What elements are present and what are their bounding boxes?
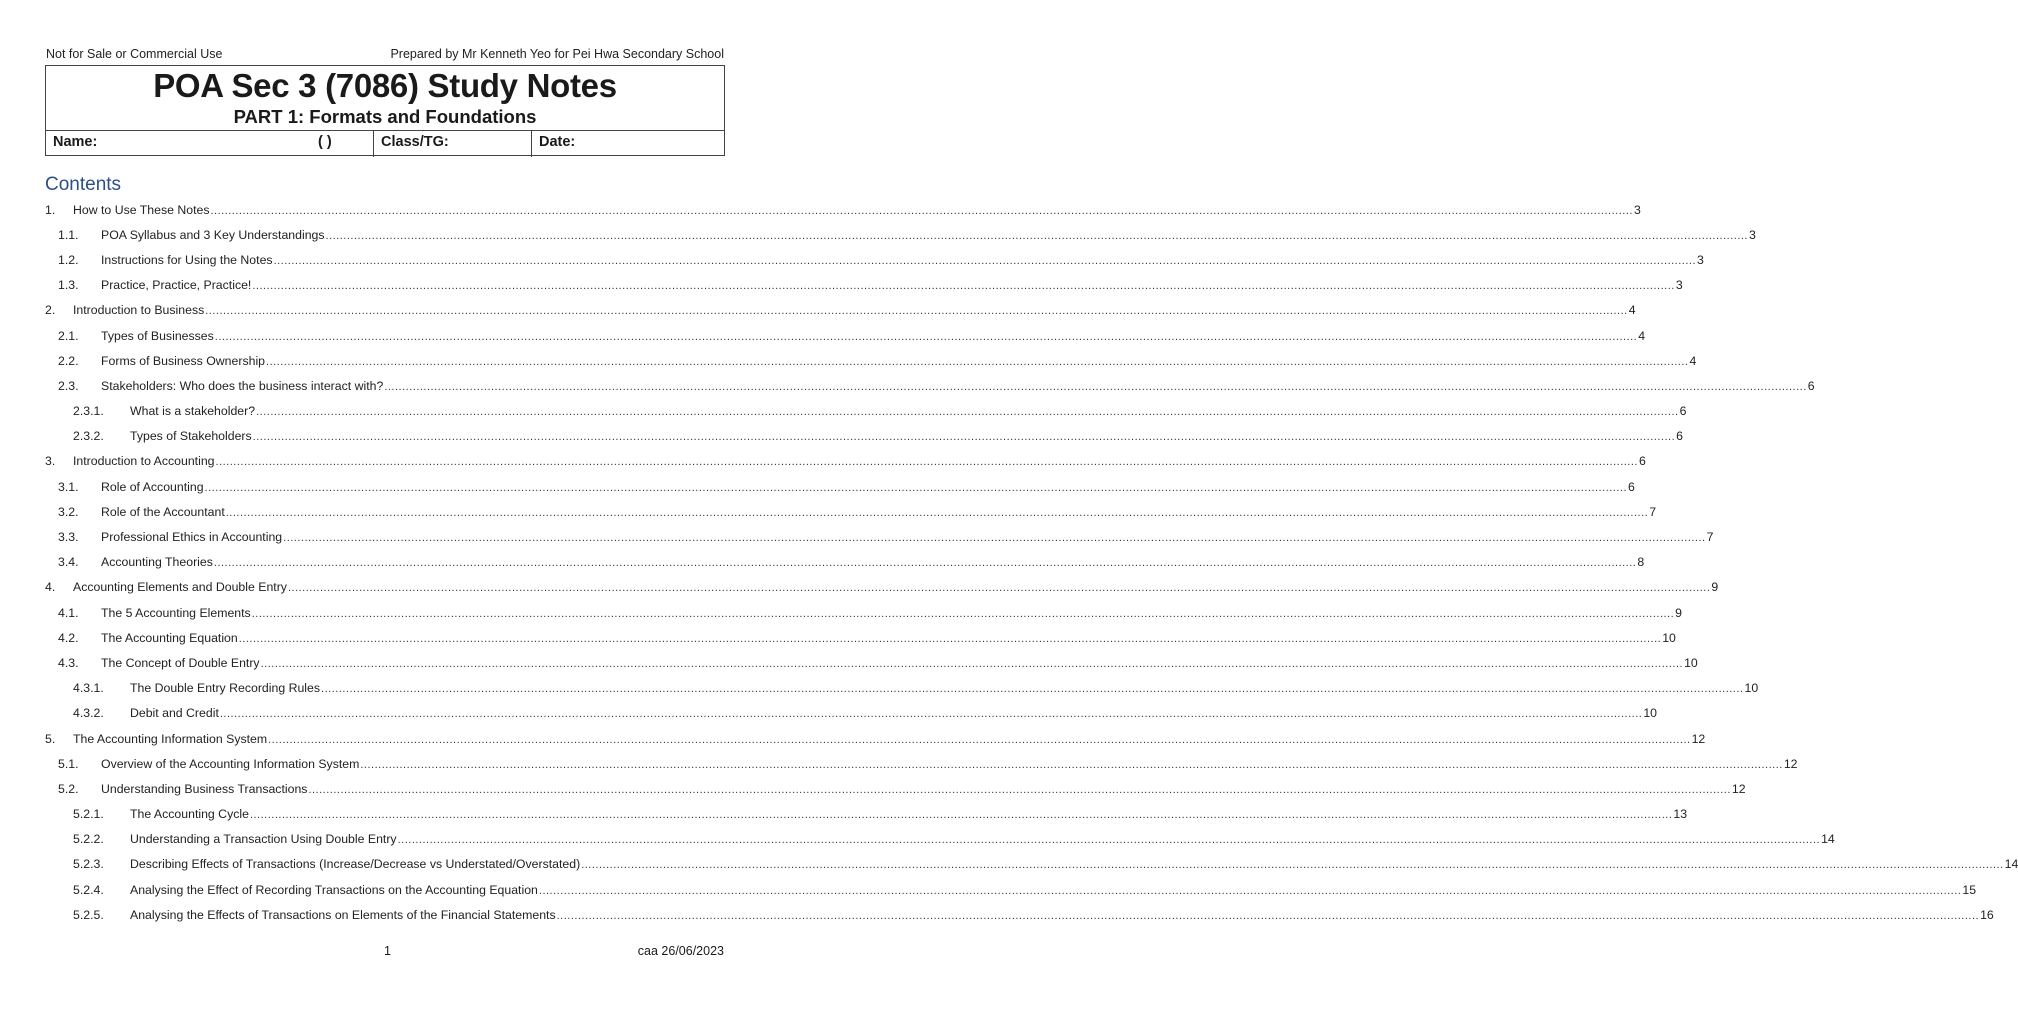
toc-entry-number: 1.: [45, 202, 56, 217]
toc-entry-number: 5.: [45, 731, 56, 746]
page-header: [46, 47, 724, 61]
toc-dot-leader: ................................................................................................................................................................................................................................................................................................................................................................................................................: [225, 506, 1649, 519]
toc-entry-title: Practice, Practice, Practice!: [101, 278, 252, 293]
toc-dot-leader: ................................................................................................................................................................................................................................................................................................................................................................................................................: [238, 632, 1662, 645]
toc-entry[interactable]: [45, 247, 1704, 272]
toc-entry-title: Stakeholders: Who does the business interact with?: [101, 378, 384, 393]
toc-entry-page: 6: [1807, 378, 1815, 393]
class-label: Class/TG:: [381, 134, 449, 150]
toc-entry-number: 5.2.: [58, 781, 79, 796]
toc-dot-leader: ................................................................................................................................................................................................................................................................................................................................................................................................................: [325, 229, 1748, 242]
toc-dot-leader: ................................................................................................................................................................................................................................................................................................................................................................................................................: [215, 456, 1638, 469]
name-cell: [46, 131, 374, 157]
toc-entry[interactable]: [45, 726, 1706, 751]
table-of-contents: [45, 197, 2018, 927]
toc-entry[interactable]: [45, 776, 1746, 801]
toc-entry-title: Describing Effects of Transactions (Increase/Decrease vs Understated/Overstated): [130, 857, 581, 872]
toc-entry-number: 3.3.: [58, 530, 79, 545]
toc-entry-title: The 5 Accounting Elements: [101, 605, 251, 620]
toc-dot-leader: ................................................................................................................................................................................................................................................................................................................................................................................................................: [397, 834, 1821, 847]
toc-dot-leader: ................................................................................................................................................................................................................................................................................................................................................................................................................: [384, 380, 1807, 393]
contents-heading: Contents: [45, 174, 122, 195]
header-left-text: Not for Sale or Commercial Use: [46, 47, 223, 61]
toc-entry-page: 4: [1689, 353, 1697, 368]
toc-entry-title: The Accounting Equation: [101, 630, 238, 645]
toc-entry-page: 4: [1638, 328, 1646, 343]
toc-entry-title: Forms of Business Ownership: [101, 353, 266, 368]
toc-entry-title: Introduction to Accounting: [73, 454, 215, 469]
toc-dot-leader: ................................................................................................................................................................................................................................................................................................................................................................................................................: [321, 683, 1744, 696]
toc-entry-title: Types of Stakeholders: [130, 429, 252, 444]
toc-entry-page: 3: [1633, 202, 1641, 217]
toc-entry[interactable]: [45, 625, 1676, 650]
toc-dot-leader: ................................................................................................................................................................................................................................................................................................................................................................................................................: [268, 733, 1691, 746]
toc-entry-title: The Concept of Double Entry: [101, 655, 260, 670]
toc-entry[interactable]: [45, 751, 1798, 776]
toc-entry[interactable]: [45, 550, 1645, 575]
toc-dot-leader: ................................................................................................................................................................................................................................................................................................................................................................................................................: [273, 254, 1697, 267]
toc-entry-title: Introduction to Business: [73, 303, 205, 318]
toc-entry-page: 6: [1679, 404, 1687, 419]
toc-dot-leader: ................................................................................................................................................................................................................................................................................................................................................................................................................: [251, 607, 1675, 620]
toc-entry-title: Understanding a Transaction Using Double Entry: [130, 832, 397, 847]
toc-dot-leader: ................................................................................................................................................................................................................................................................................................................................................................................................................: [204, 481, 1628, 494]
toc-entry-number: 5.1.: [58, 756, 79, 771]
toc-entry-number: 5.2.3.: [73, 857, 104, 872]
toc-dot-leader: ................................................................................................................................................................................................................................................................................................................................................................................................................: [249, 809, 1673, 822]
title-box: [45, 65, 725, 156]
class-cell: [374, 131, 532, 157]
toc-entry-title: What is a stakeholder?: [130, 404, 256, 419]
toc-entry[interactable]: [45, 524, 1714, 549]
toc-entry-page: 6: [1676, 429, 1683, 444]
toc-entry-title: Professional Ethics in Accounting: [101, 530, 283, 545]
toc-entry[interactable]: [45, 827, 1835, 852]
toc-entry[interactable]: [45, 323, 1646, 348]
toc-dot-leader: ................................................................................................................................................................................................................................................................................................................................................................................................................: [360, 758, 1783, 771]
toc-entry[interactable]: [45, 701, 1658, 726]
toc-dot-leader: ................................................................................................................................................................................................................................................................................................................................................................................................................: [283, 532, 1706, 545]
toc-entry-title: Analysing the Effects of Transactions on Elements of the Financial Statements: [130, 907, 556, 922]
toc-entry[interactable]: [45, 600, 1683, 625]
toc-entry-page: 10: [1643, 706, 1658, 721]
toc-entry-page: 13: [1673, 807, 1688, 822]
toc-entry-number: 4.3.: [58, 655, 79, 670]
toc-entry-number: 2.3.2.: [73, 429, 104, 444]
toc-entry-title: Accounting Elements and Double Entry: [73, 580, 287, 595]
toc-entry-number: 2.3.1.: [73, 404, 104, 419]
toc-entry-title: Types of Businesses: [101, 328, 214, 343]
toc-entry-page: 10: [1684, 655, 1698, 670]
toc-entry-page: 6: [1628, 479, 1635, 494]
toc-dot-leader: ................................................................................................................................................................................................................................................................................................................................................................................................................: [213, 557, 1637, 570]
toc-entry-title: Understanding Business Transactions: [101, 781, 308, 796]
toc-entry-number: 2.3.: [58, 378, 79, 393]
toc-entry-number: 5.2.1.: [73, 807, 104, 822]
toc-entry-title: Role of the Accountant: [101, 504, 225, 519]
date-label: Date:: [539, 134, 576, 150]
toc-entry-page: 9: [1711, 580, 1719, 595]
toc-entry-page: 12: [1691, 731, 1706, 746]
toc-entry-page: 3: [1749, 227, 1756, 242]
toc-entry[interactable]: [45, 676, 1759, 701]
toc-dot-leader: ................................................................................................................................................................................................................................................................................................................................................................................................................: [266, 355, 1689, 368]
toc-entry-title: Role of Accounting: [101, 479, 204, 494]
toc-entry[interactable]: [45, 902, 1994, 927]
toc-dot-leader: ................................................................................................................................................................................................................................................................................................................................................................................................................: [210, 204, 1633, 217]
toc-entry[interactable]: [45, 852, 2018, 877]
toc-dot-leader: ................................................................................................................................................................................................................................................................................................................................................................................................................: [219, 708, 1643, 721]
toc-dot-leader: ................................................................................................................................................................................................................................................................................................................................................................................................................: [556, 909, 1980, 922]
toc-entry-title: The Accounting Information System: [73, 731, 268, 746]
toc-entry-number: 4.2.: [58, 630, 79, 645]
toc-dot-leader: ................................................................................................................................................................................................................................................................................................................................................................................................................: [260, 657, 1684, 670]
toc-entry[interactable]: [45, 575, 1719, 600]
toc-entry-title: How to Use These Notes: [73, 202, 210, 217]
toc-dot-leader: ................................................................................................................................................................................................................................................................................................................................................................................................................: [205, 305, 1628, 318]
toc-entry[interactable]: [45, 273, 1683, 298]
toc-entry-number: 5.2.5.: [73, 907, 104, 922]
page-number: 1: [384, 944, 391, 958]
toc-entry-title: Overview of the Accounting Information System: [101, 756, 360, 771]
toc-entry-page: 3: [1697, 252, 1704, 267]
toc-entry[interactable]: [45, 197, 1641, 222]
header-right-text: Prepared by Mr Kenneth Yeo for Pei Hwa Secondary School: [390, 47, 724, 61]
toc-entry[interactable]: [45, 348, 1697, 373]
document-subtitle: PART 1: Formats and Foundations: [233, 106, 537, 127]
toc-entry-page: 10: [1662, 630, 1676, 645]
toc-entry-page: 9: [1675, 605, 1683, 620]
document-title: POA Sec 3 (7086) Study Notes: [153, 67, 617, 104]
toc-entry[interactable]: [45, 222, 1756, 247]
toc-entry-title: The Double Entry Recording Rules: [130, 681, 321, 696]
toc-entry-page: 3: [1675, 278, 1683, 293]
toc-entry-page: 16: [1980, 907, 1994, 922]
toc-entry[interactable]: [45, 802, 1688, 827]
toc-entry-page: 14: [2004, 857, 2018, 872]
toc-entry-number: 1.3.: [58, 278, 79, 293]
toc-entry-page: 7: [1706, 530, 1714, 545]
toc-entry-page: 4: [1628, 303, 1636, 318]
toc-dot-leader: ................................................................................................................................................................................................................................................................................................................................................................................................................: [214, 330, 1638, 343]
toc-entry-number: 3.2.: [58, 504, 79, 519]
footer-date-stamp: caa 26/06/2023: [637, 944, 724, 958]
toc-entry-number: 4.3.1.: [73, 681, 104, 696]
date-cell: [532, 131, 724, 157]
toc-entry-number: 1.1.: [58, 227, 79, 242]
toc-entry-number: 2.1.: [58, 328, 79, 343]
toc-dot-leader: ................................................................................................................................................................................................................................................................................................................................................................................................................: [252, 280, 1675, 293]
toc-dot-leader: ................................................................................................................................................................................................................................................................................................................................................................................................................: [256, 406, 1679, 419]
toc-entry[interactable]: [45, 424, 1683, 449]
toc-entry-number: 3.1.: [58, 479, 79, 494]
toc-entry-number: 2.2.: [58, 353, 79, 368]
toc-entry[interactable]: [45, 650, 1698, 675]
toc-entry-title: Debit and Credit: [130, 706, 219, 721]
toc-entry-title: POA Syllabus and 3 Key Understandings: [101, 227, 325, 242]
toc-entry-page: 7: [1649, 504, 1657, 519]
toc-dot-leader: ................................................................................................................................................................................................................................................................................................................................................................................................................: [252, 431, 1676, 444]
toc-entry-title: The Accounting Cycle: [130, 807, 249, 822]
toc-entry[interactable]: [45, 877, 1977, 902]
toc-entry-number: 5.2.2.: [73, 832, 104, 847]
toc-entry-page: 12: [1783, 756, 1798, 771]
toc-entry[interactable]: [45, 373, 1815, 398]
toc-entry-title: Analysing the Effect of Recording Transactions on the Accounting Equation: [130, 882, 538, 897]
toc-entry-page: 15: [1962, 882, 1977, 897]
toc-entry[interactable]: [45, 499, 1657, 524]
index-parentheses: ( ): [318, 134, 332, 150]
student-info-row: [46, 130, 724, 157]
name-label: Name:: [53, 134, 98, 150]
toc-entry[interactable]: [45, 449, 1646, 474]
toc-entry[interactable]: [45, 399, 1687, 424]
toc-entry-number: 4.: [45, 580, 56, 595]
toc-entry-number: 1.2.: [58, 252, 79, 267]
toc-entry-number: 3.4.: [58, 555, 79, 570]
toc-entry-page: 12: [1731, 781, 1746, 796]
toc-entry[interactable]: [45, 474, 1635, 499]
toc-entry-title: Accounting Theories: [101, 555, 213, 570]
toc-dot-leader: ................................................................................................................................................................................................................................................................................................................................................................................................................: [308, 783, 1731, 796]
toc-entry-number: 5.2.4.: [73, 882, 104, 897]
toc-entry-number: 3.: [45, 454, 56, 469]
toc-dot-leader: ................................................................................................................................................................................................................................................................................................................................................................................................................: [538, 884, 1962, 897]
toc-entry[interactable]: [45, 298, 1636, 323]
toc-entry-number: 4.3.2.: [73, 706, 104, 721]
toc-entry-page: 6: [1638, 454, 1646, 469]
toc-entry-number: 2.: [45, 303, 56, 318]
toc-entry-number: 4.1.: [58, 605, 79, 620]
toc-entry-page: 10: [1744, 681, 1759, 696]
toc-dot-leader: ................................................................................................................................................................................................................................................................................................................................................................................................................: [287, 582, 1711, 595]
toc-entry-page: 8: [1637, 555, 1645, 570]
toc-dot-leader: ................................................................................................................................................................................................................................................................................................................................................................................................................: [581, 859, 2004, 872]
toc-entry-page: 14: [1821, 832, 1835, 847]
toc-entry-title: Instructions for Using the Notes: [101, 252, 273, 267]
